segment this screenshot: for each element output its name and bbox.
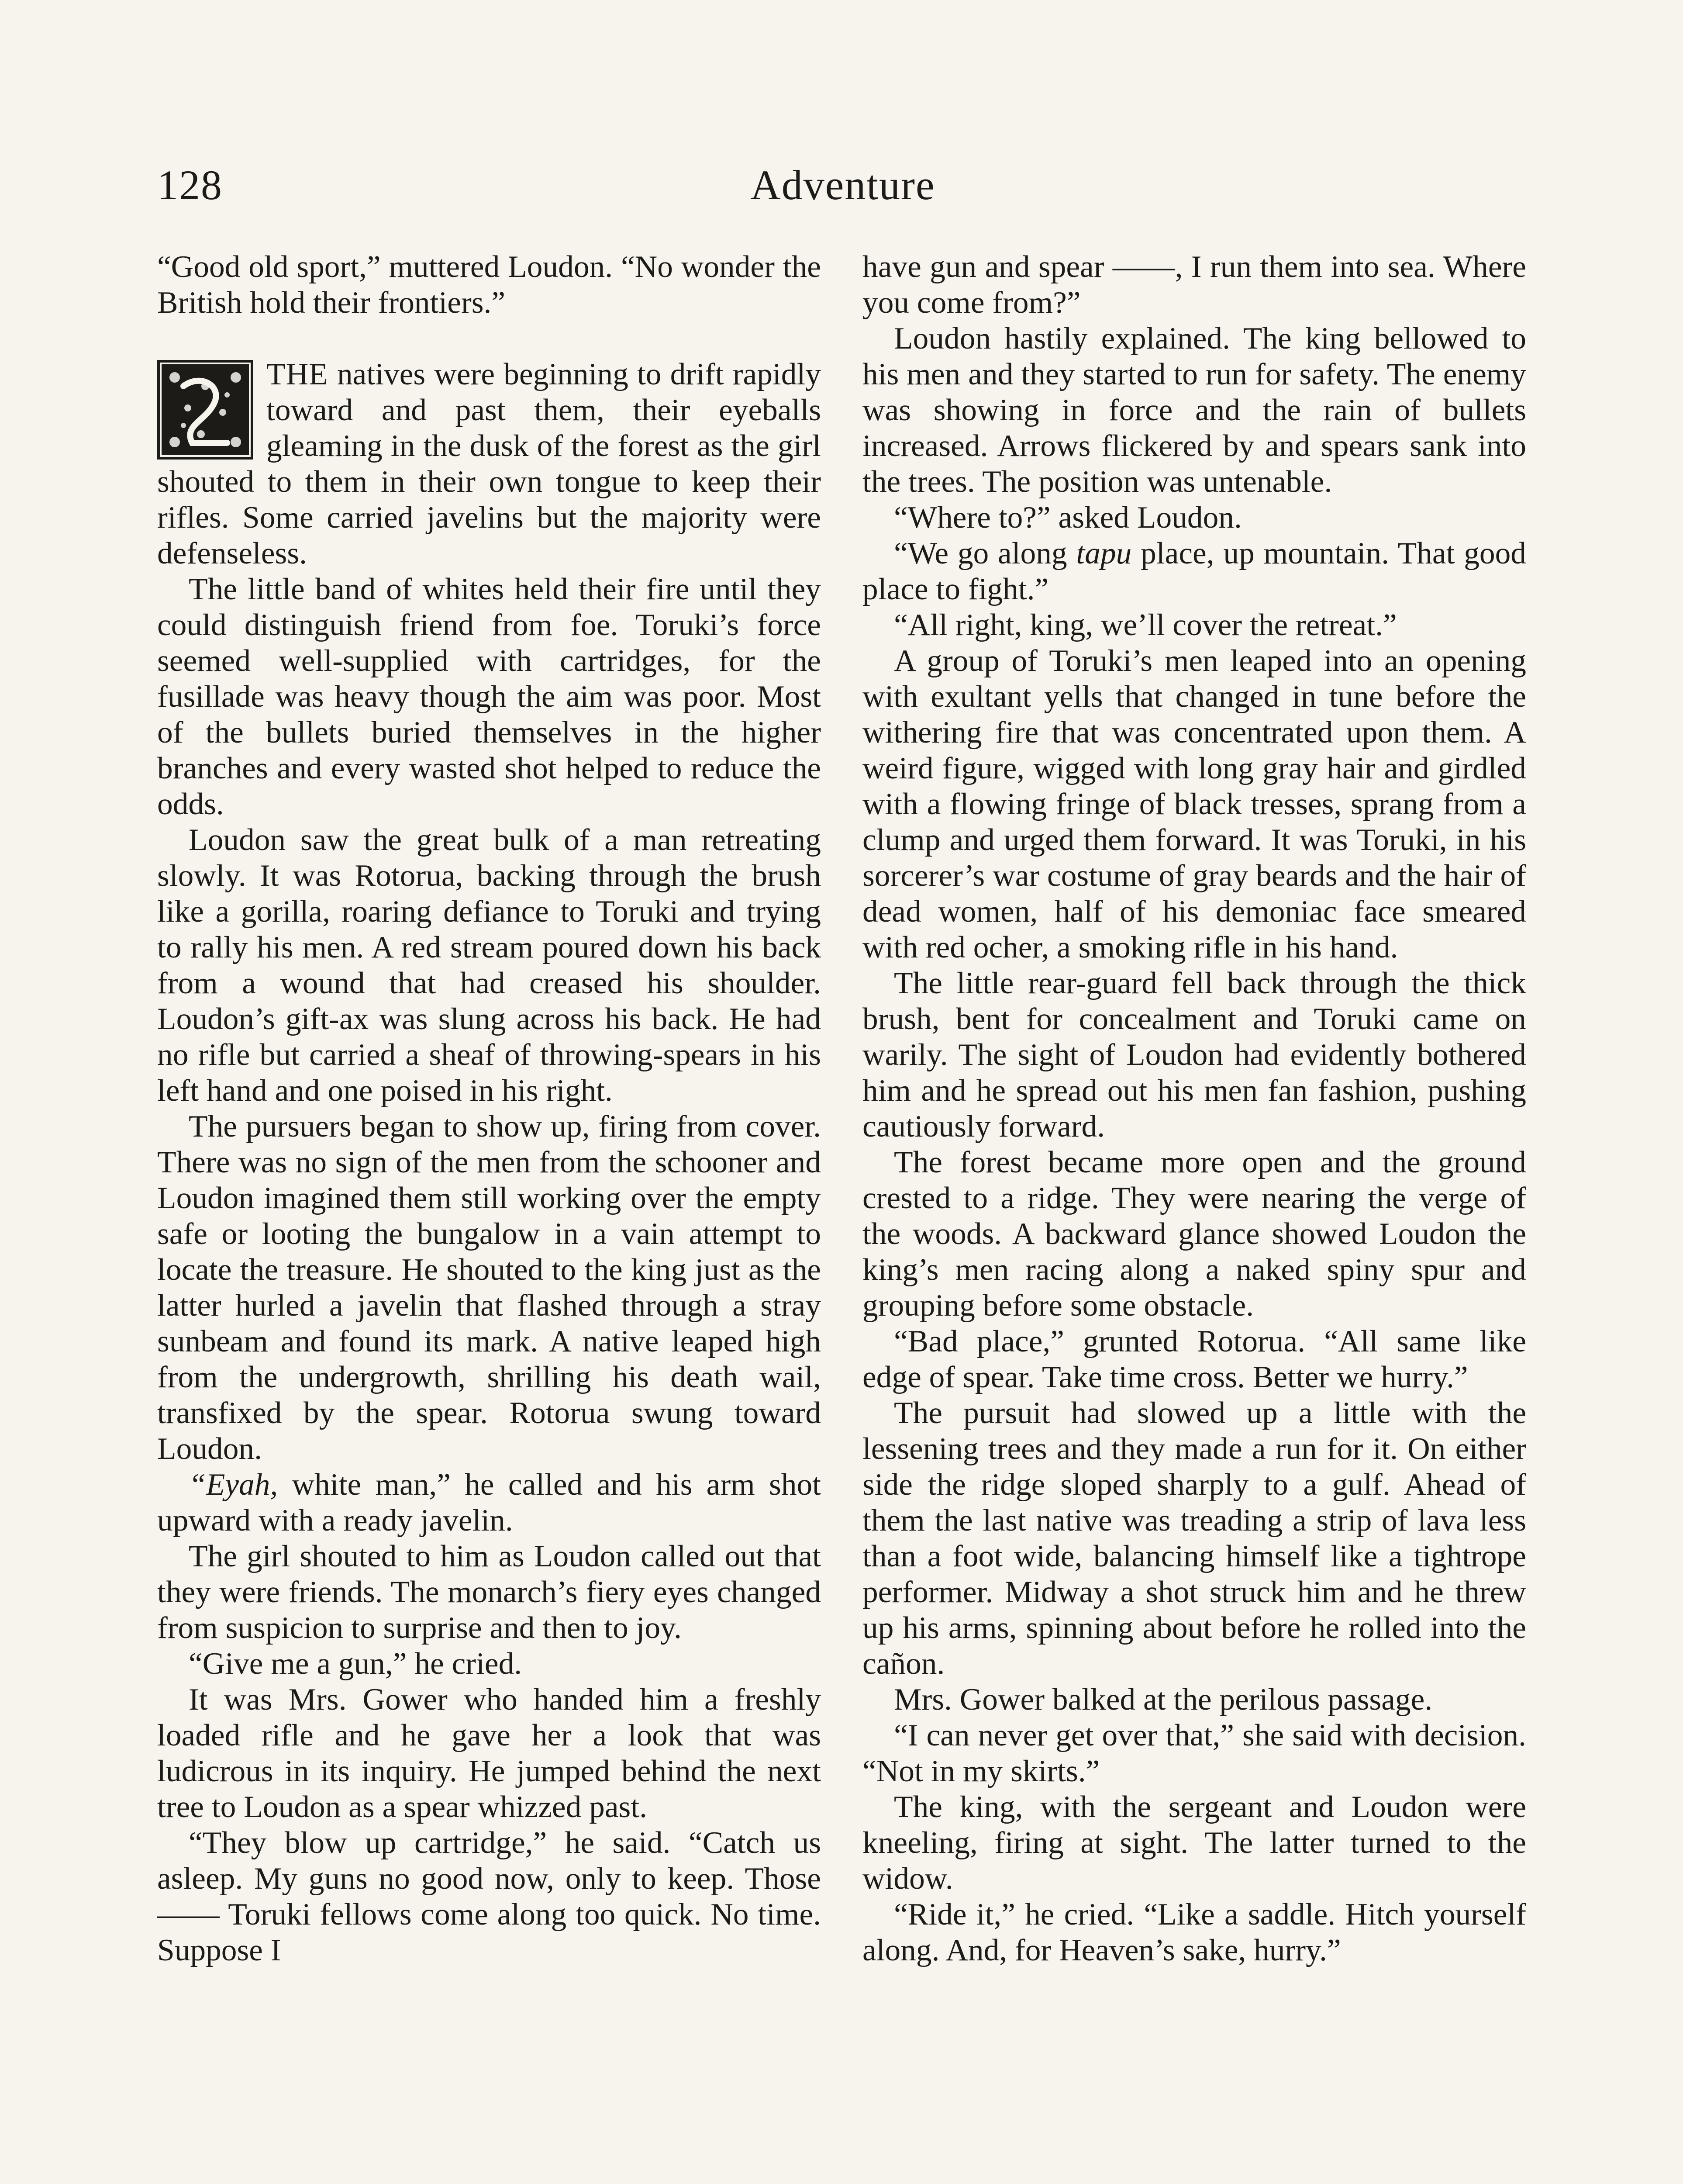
- paragraph: The pursuit had slowed up a little with the lessening trees and they made a run for it. On either side the ridge sloped sharply to a gulf. Ahead of them the last native was treading a strip of lava less than a foot wide, balancing himself like a tightrope performer. Midway a shot struck him and he threw up his arms, spinning about before he rolled into the cañon.: [862, 1396, 1526, 1681]
- paragraph: A group of Toruki’s men leaped into an opening with exultant yells that changed in tune before the withering fire that was concentrated upon them. A weird figure, wigged with long gray hair and girdled with a flowing fringe of black tresses, sprang from a clump and urged them forward. It was Toruki, in his sorcerer’s war costume of gray beards and the hair of dead women, half of his demoniac face smeared with red ocher, a smoking rifle in his hand.: [862, 643, 1526, 964]
- paragraph: “Bad place,” grunted Rotorua. “All same like edge of spear. Take time cross. Better we hurry.”: [862, 1324, 1526, 1394]
- paragraph: “Where to?” asked Loudon.: [894, 500, 1242, 535]
- italic-text: tapu: [1076, 536, 1132, 570]
- running-header: [157, 161, 1528, 231]
- paragraph: The king, with the sergeant and Loudon were kneeling, firing at sight. The latter turned to the widow.: [862, 1790, 1526, 1896]
- paragraph: It was Mrs. Gower who handed him a freshly loaded rifle and he gave her a look that was ludicrous in its inquiry. He jumped behind the next tree to Loudon as a spear whizzed past.: [157, 1682, 821, 1824]
- paragraph: The little rear-guard fell back through the thick brush, bent for concealment and Toruki came on warily. The sight of Loudon had evidently bothered him and he spread out his men fan fashion, pushing cautiously forward.: [862, 966, 1526, 1144]
- paragraph: The forest became more open and the ground crested to a ridge. They were nearing the verge of the woods. A backward glance showed Loudon the king’s men racing along a naked spiny spur and grouping before some obstacle.: [862, 1145, 1526, 1323]
- paragraph: “Good old sport,” muttered Loudon. “No wonder the British hold their frontiers.”: [157, 249, 821, 320]
- paragraph-text: place, up mountain. That good place to fight.”: [862, 536, 1526, 606]
- paragraph: “I can never get over that,” she said with decision. “Not in my skirts.”: [862, 1718, 1526, 1788]
- paragraph-with-drop-cap: [157, 356, 821, 571]
- ornamental-drop-cap-icon: [157, 360, 253, 460]
- paragraph: [862, 536, 1526, 607]
- paragraph: Loudon hastily explained. The king bellowed to his men and they started to run for safety. The enemy was showing in force and the rain of bullets increased. Arrows flickered by and spears sank into the trees. The position was untenable.: [862, 321, 1526, 499]
- italic-text: “Eyah,: [189, 1467, 278, 1502]
- paragraph: “All right, king, we’ll cover the retreat.”: [894, 608, 1397, 642]
- paragraph-text: natives were beginning to drift rapidly toward and past them, their eyeballs gleaming in the dusk of the forest as the girl shouted to them in their own tongue to keep their rifles. Some carried javelins but the majority were defenseless.: [157, 357, 821, 570]
- paragraph: “They blow up cartridge,” he said. “Catch us asleep. My guns no good now, only to keep. Those —— Toruki fellows come along too quick. No time. Suppose I: [157, 1825, 821, 1967]
- paragraph-text: white man,” he called and his arm shot upward with a ready javelin.: [157, 1467, 821, 1538]
- paragraph: The pursuers began to show up, firing from cover. There was no sign of the men from the schooner and Loudon imagined them still working over the empty safe or looting the bungalow in a vain attempt to locate the treasure. He shouted to the king just as the latter hurled a javelin that flashed through a stray sunbeam and found its mark. A native leaped high from the undergrowth, shrilling his death wail, transfixed by the spear. Rotorua swung toward Loudon.: [157, 1109, 821, 1466]
- drop-cap-word: THE: [266, 357, 328, 391]
- paragraph: Mrs. Gower balked at the perilous passage.: [894, 1682, 1433, 1717]
- running-title: Adventure: [750, 162, 935, 208]
- right-column: [862, 249, 1526, 1968]
- paragraph: “Ride it,” he cried. “Like a saddle. Hitch yourself along. And, for Heaven’s sake, hurry.”: [862, 1897, 1526, 1967]
- left-column: [157, 249, 821, 1968]
- paragraph: Loudon saw the great bulk of a man retreating slowly. It was Rotorua, backing through the brush like a gorilla, roaring defiance to Toruki and trying to rally his men. A red stream poured down his back from a wound that had creased his shoulder. Loudon’s gift-ax was slung across his back. He had no rifle but carried a sheaf of throwing-spears in his left hand and one poised in his right.: [157, 822, 821, 1108]
- paragraph: “Give me a gun,” he cried.: [189, 1646, 522, 1681]
- page-number: 128: [157, 162, 223, 208]
- paragraph: [157, 1467, 821, 1538]
- paragraph: have gun and spear ——, I run them into sea. Where you come from?”: [862, 249, 1526, 320]
- paragraph: The girl shouted to him as Loudon called out that they were friends. The monarch’s fiery eyes changed from suspicion to surprise and then to joy.: [157, 1539, 821, 1645]
- paragraph-text: “We go along: [894, 536, 1076, 570]
- paragraph: The little band of whites held their fire until they could distinguish friend from foe. Toruki’s force seemed well-supplied with cartridges, for the fusillade was heavy though the aim was poor. Most of the bullets buried themselves in the higher branches and every wasted shot helped to reduce the odds.: [157, 572, 821, 821]
- section-break: [157, 321, 821, 356]
